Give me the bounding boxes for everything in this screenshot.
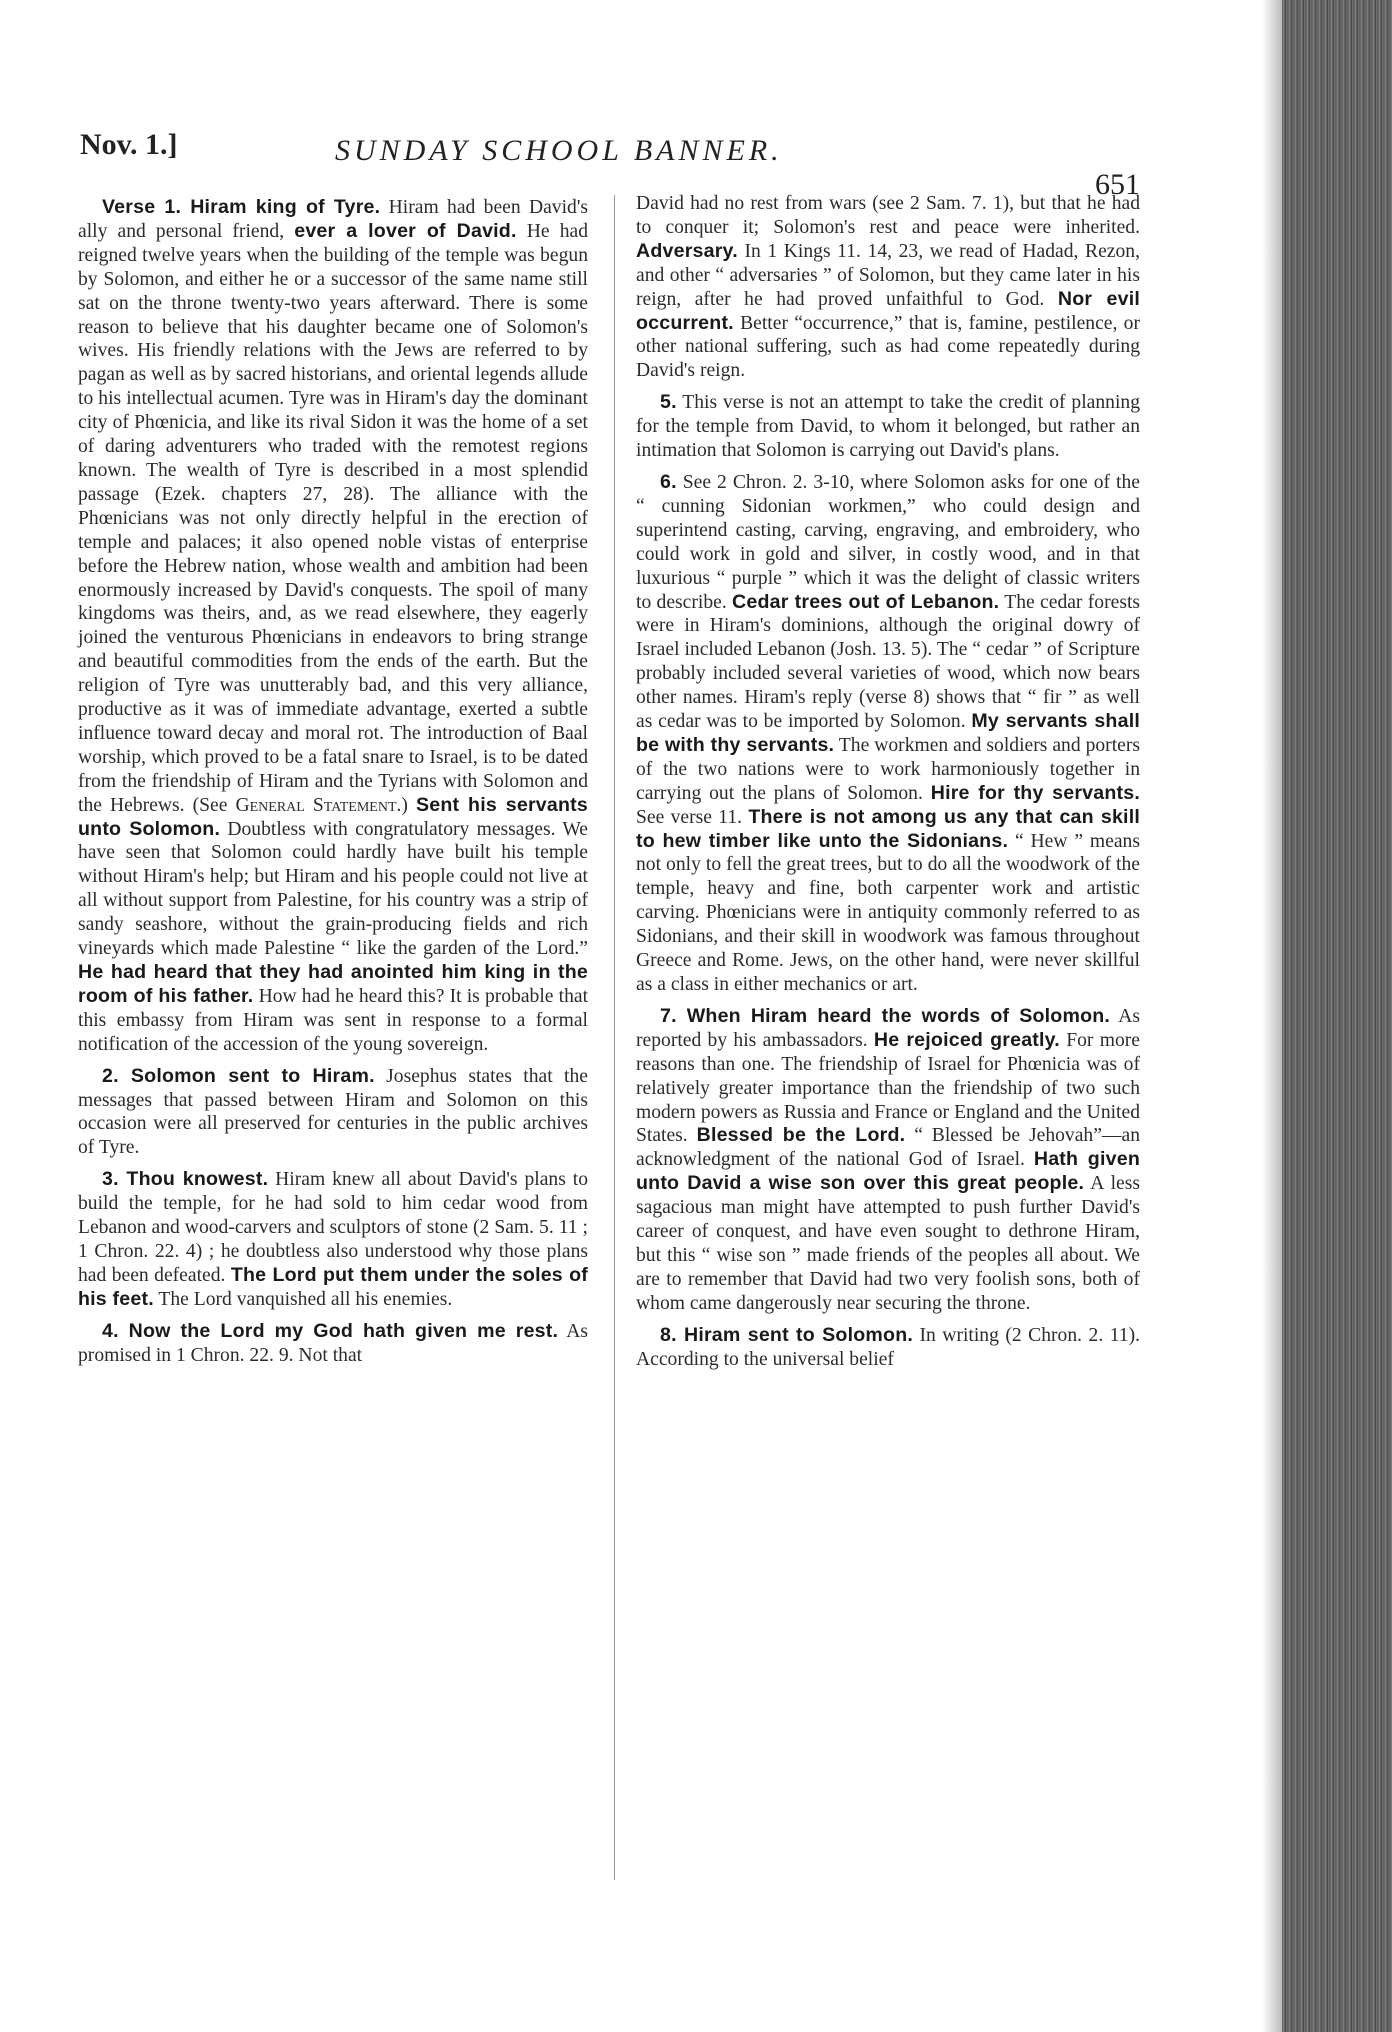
paragraph-verse-4-continued: [636, 192, 1140, 383]
body-text: The Lord vanquished all his enemies.: [153, 1288, 453, 1310]
body-text: “ Hew ” means not only to fell the great trees, but to do all the woodwork of the temple, heavy and fine, both carpenter work and artistic carving. Phœnicians were in antiquity commonly referred to as Sidonians, and their skill in woodwork was famous throughout Greece and Rome. Jews, on the other hand, were never skillful as a class in either mechanics or art.: [636, 830, 1140, 995]
page-number: 651: [1095, 168, 1140, 201]
verse-heading: 6.: [660, 470, 677, 493]
page-edge: [1282, 0, 1392, 2032]
paragraph-verse-5: [636, 391, 1140, 463]
body-text: As reported by his ambassadors.: [636, 1005, 1140, 1051]
verse-heading: Verse 1. Hiram king of Tyre.: [102, 196, 381, 218]
verse-heading: He had heard that they had anointed him king in the room of his father.: [78, 961, 588, 1007]
body-text: ): [401, 794, 416, 816]
verse-heading: Hire for thy servants.: [930, 781, 1141, 804]
paragraph-verse-2: [78, 1065, 588, 1161]
verse-heading: Nor evil occurrent.: [636, 287, 1140, 334]
verse-heading: 8. Hiram sent to Solomon.: [660, 1323, 914, 1346]
body-text: Hiram knew all about David's plans to build the temple, for he had sold to him cedar wood from Lebanon and wood-carvers and sculptors of stone (2 Sam. 5. 11 ; 1 Chron. 22. 4) ; he doubtless also understood why those plans had been defeated.: [78, 1169, 588, 1286]
body-text: For more reasons than one. The friendship of Israel for Phœnicia was of relatively greater importance than the friendship of two such modern powers as Russia and France or England and the United States.: [636, 1029, 1140, 1147]
verse-heading: ever a lover of David.: [294, 219, 517, 242]
body-text: David had no rest from wars (see 2 Sam. 7. 1), but that he had to conquer it; Solomon's rest and peace were inherited.: [636, 193, 1140, 238]
left-column: [78, 196, 588, 1368]
body-text: In writing (2 Chron. 2. 11). According to the universal belief: [636, 1324, 1140, 1370]
body-text: “ Blessed be Jehovah”—an acknowledgment of the national God of Israel.: [636, 1125, 1140, 1171]
body-text: In 1 Kings 11. 14, 23, we read of Hadad, Rezon, and other “ adversaries ” of Solomon, but they came later in his reign, after he had proved unfaithful to God.: [636, 240, 1140, 310]
paragraph-verse-6: [636, 471, 1140, 997]
body-text: See 2 Chron. 2. 3-10, where Solomon asks for one of the “ cunning Sidonian workmen,” who could design and superintend casting, carving, engraving, and embroidery, who could work in gold and silver, in costly wood, and in that luxurious “ purple ” which it was the delight of classic writers to describe.: [636, 471, 1140, 613]
body-text: Better “occurrence,” that is, famine, pestilence, or other national suffering, such as had come repeatedly during David's reign.: [636, 312, 1140, 382]
paragraph-verse-7: [636, 1005, 1140, 1316]
issue-date: Nov. 1.]: [80, 128, 178, 161]
verse-heading: 3. Thou knowest.: [102, 1168, 269, 1191]
page-header: [80, 120, 1140, 201]
verse-heading: Sent his servants unto Solomon.: [78, 793, 588, 840]
body-text: As promised in 1 Chron. 22. 9. Not that: [78, 1320, 588, 1366]
body-text: How had he heard this? It is probable that this embassy from Hiram was sent in response to a formal notification of the accession of the young sovereign.: [78, 985, 589, 1055]
paragraph-verse-8: [636, 1324, 1140, 1372]
body-text: A less sagacious man might have attempted to push further David's career of conquest, and have even sought to dethrone Hiram, but this “ wise son ” made friends of the peoples all about. We are to remember that David had two very foolish sons, both of whom came dangerously near securing the throne.: [636, 1173, 1140, 1314]
body-text: The workmen and soldiers and porters of the two nations were to work harmoniously together in carrying out the plans of Solomon.: [636, 734, 1141, 804]
body-text: See verse 11.: [636, 806, 749, 828]
body-text: Josephus states that the messages that passed between Hiram and Solomon on this occasion were all preserved for centuries in the public archives of Tyre.: [78, 1065, 588, 1159]
verse-heading: Cedar trees out of Lebanon.: [732, 590, 1000, 613]
publication-title: SUNDAY SCHOOL BANNER.: [335, 134, 783, 167]
body-text: Doubtless with congratulatory messages. We have seen that Solomon could hardly have built his temple without Hiram's help; but Hiram and his people could not live at all without support from Palestine, for his country was a strip of sandy seashore, without the grain-producing fields and rich vineyards which made Palestine “ like the garden of the Lord.”: [78, 818, 588, 960]
body-text: Hiram had been David's ally and personal friend,: [78, 197, 589, 242]
verse-heading: Adversary.: [636, 239, 738, 262]
cross-reference: General Statement.: [235, 794, 402, 816]
body-text: He had reigned twelve years when the building of the temple was begun by Solomon, and either he or a successor of the same name still sat on the throne twenty-two years afterward. There is some reason to believe that his daughter became one of Solomon's wives. His friendly relations with the Jews are referred to by pagan as well as by sacred historians, and oriental legends allude to his intellectual acumen. Tyre was in Hiram's day the dominant city of Phœnicia, and like its rival Sidon it was the home of a set of daring adventurers who traded with the remotest regions known. The wealth of Tyre is described in a most splendid passage (Ezek. chapters 27, 28). The alliance with the Phœnicians was not only directly helpful in the erection of temple and palaces; it also opened noble vistas of enterprise before the Hebrew nation, whose wealth and ambition had been enormously increased by David's conquests. The spoil of many kingdoms was theirs, and, as we read elsewhere, they eagerly joined the venturous Phœnicians in endeavors to bring strange and beautiful commodities from the ends of the earth. But the religion of Tyre was unutterably bad, and this very alliance, productive as it was of immediate advantage, exerted a subtle influence toward decay and moral rot. The introduction of Baal worship, which proved to be a fatal snare to Israel, is to be dated from the friendship of Hiram and the Tyrians with Solomon and the Hebrews. (See: [78, 220, 589, 816]
verse-heading: 4. Now the Lord my God hath given me rest.: [102, 1319, 559, 1342]
verse-heading: 7. When Hiram heard the words of Solomon.: [660, 1004, 1111, 1027]
verse-heading: Hath given unto David a wise son over this great people.: [636, 1148, 1140, 1195]
verse-heading: The Lord put them under the soles of his feet.: [78, 1263, 588, 1310]
verse-heading: 5.: [660, 391, 677, 414]
paragraph-verse-1: [78, 196, 588, 1057]
body-text: The cedar forests were in Hiram's dominions, although the original dowry of Israel included Lebanon (Josh. 13. 5). The “ cedar ” of Scripture probably included several varieties of wood, which now bears other names. Hiram's reply (verse 8) shows that “ fir ” as well as cedar was to be imported by Solomon.: [636, 591, 1141, 733]
gutter-shadow: [1262, 0, 1284, 2032]
verse-heading: He rejoiced greatly.: [873, 1028, 1060, 1051]
body-text: This verse is not an attempt to take the credit of planning for the temple from David, to whom it belonged, but rather an intimation that Solomon is carrying out David's plans.: [636, 392, 1140, 462]
verse-heading: 2. Solomon sent to Hiram.: [102, 1064, 375, 1087]
verse-heading: My servants shall be with thy servants.: [636, 710, 1140, 756]
verse-heading: There is not among us any that can skill to hew timber like unto the Sidonians.: [636, 805, 1140, 852]
column-divider: [614, 195, 615, 1880]
paragraph-verse-4: [78, 1320, 588, 1368]
paragraph-verse-3: [78, 1168, 588, 1311]
right-column: [636, 192, 1140, 1372]
verse-heading: Blessed be the Lord.: [696, 1124, 906, 1147]
